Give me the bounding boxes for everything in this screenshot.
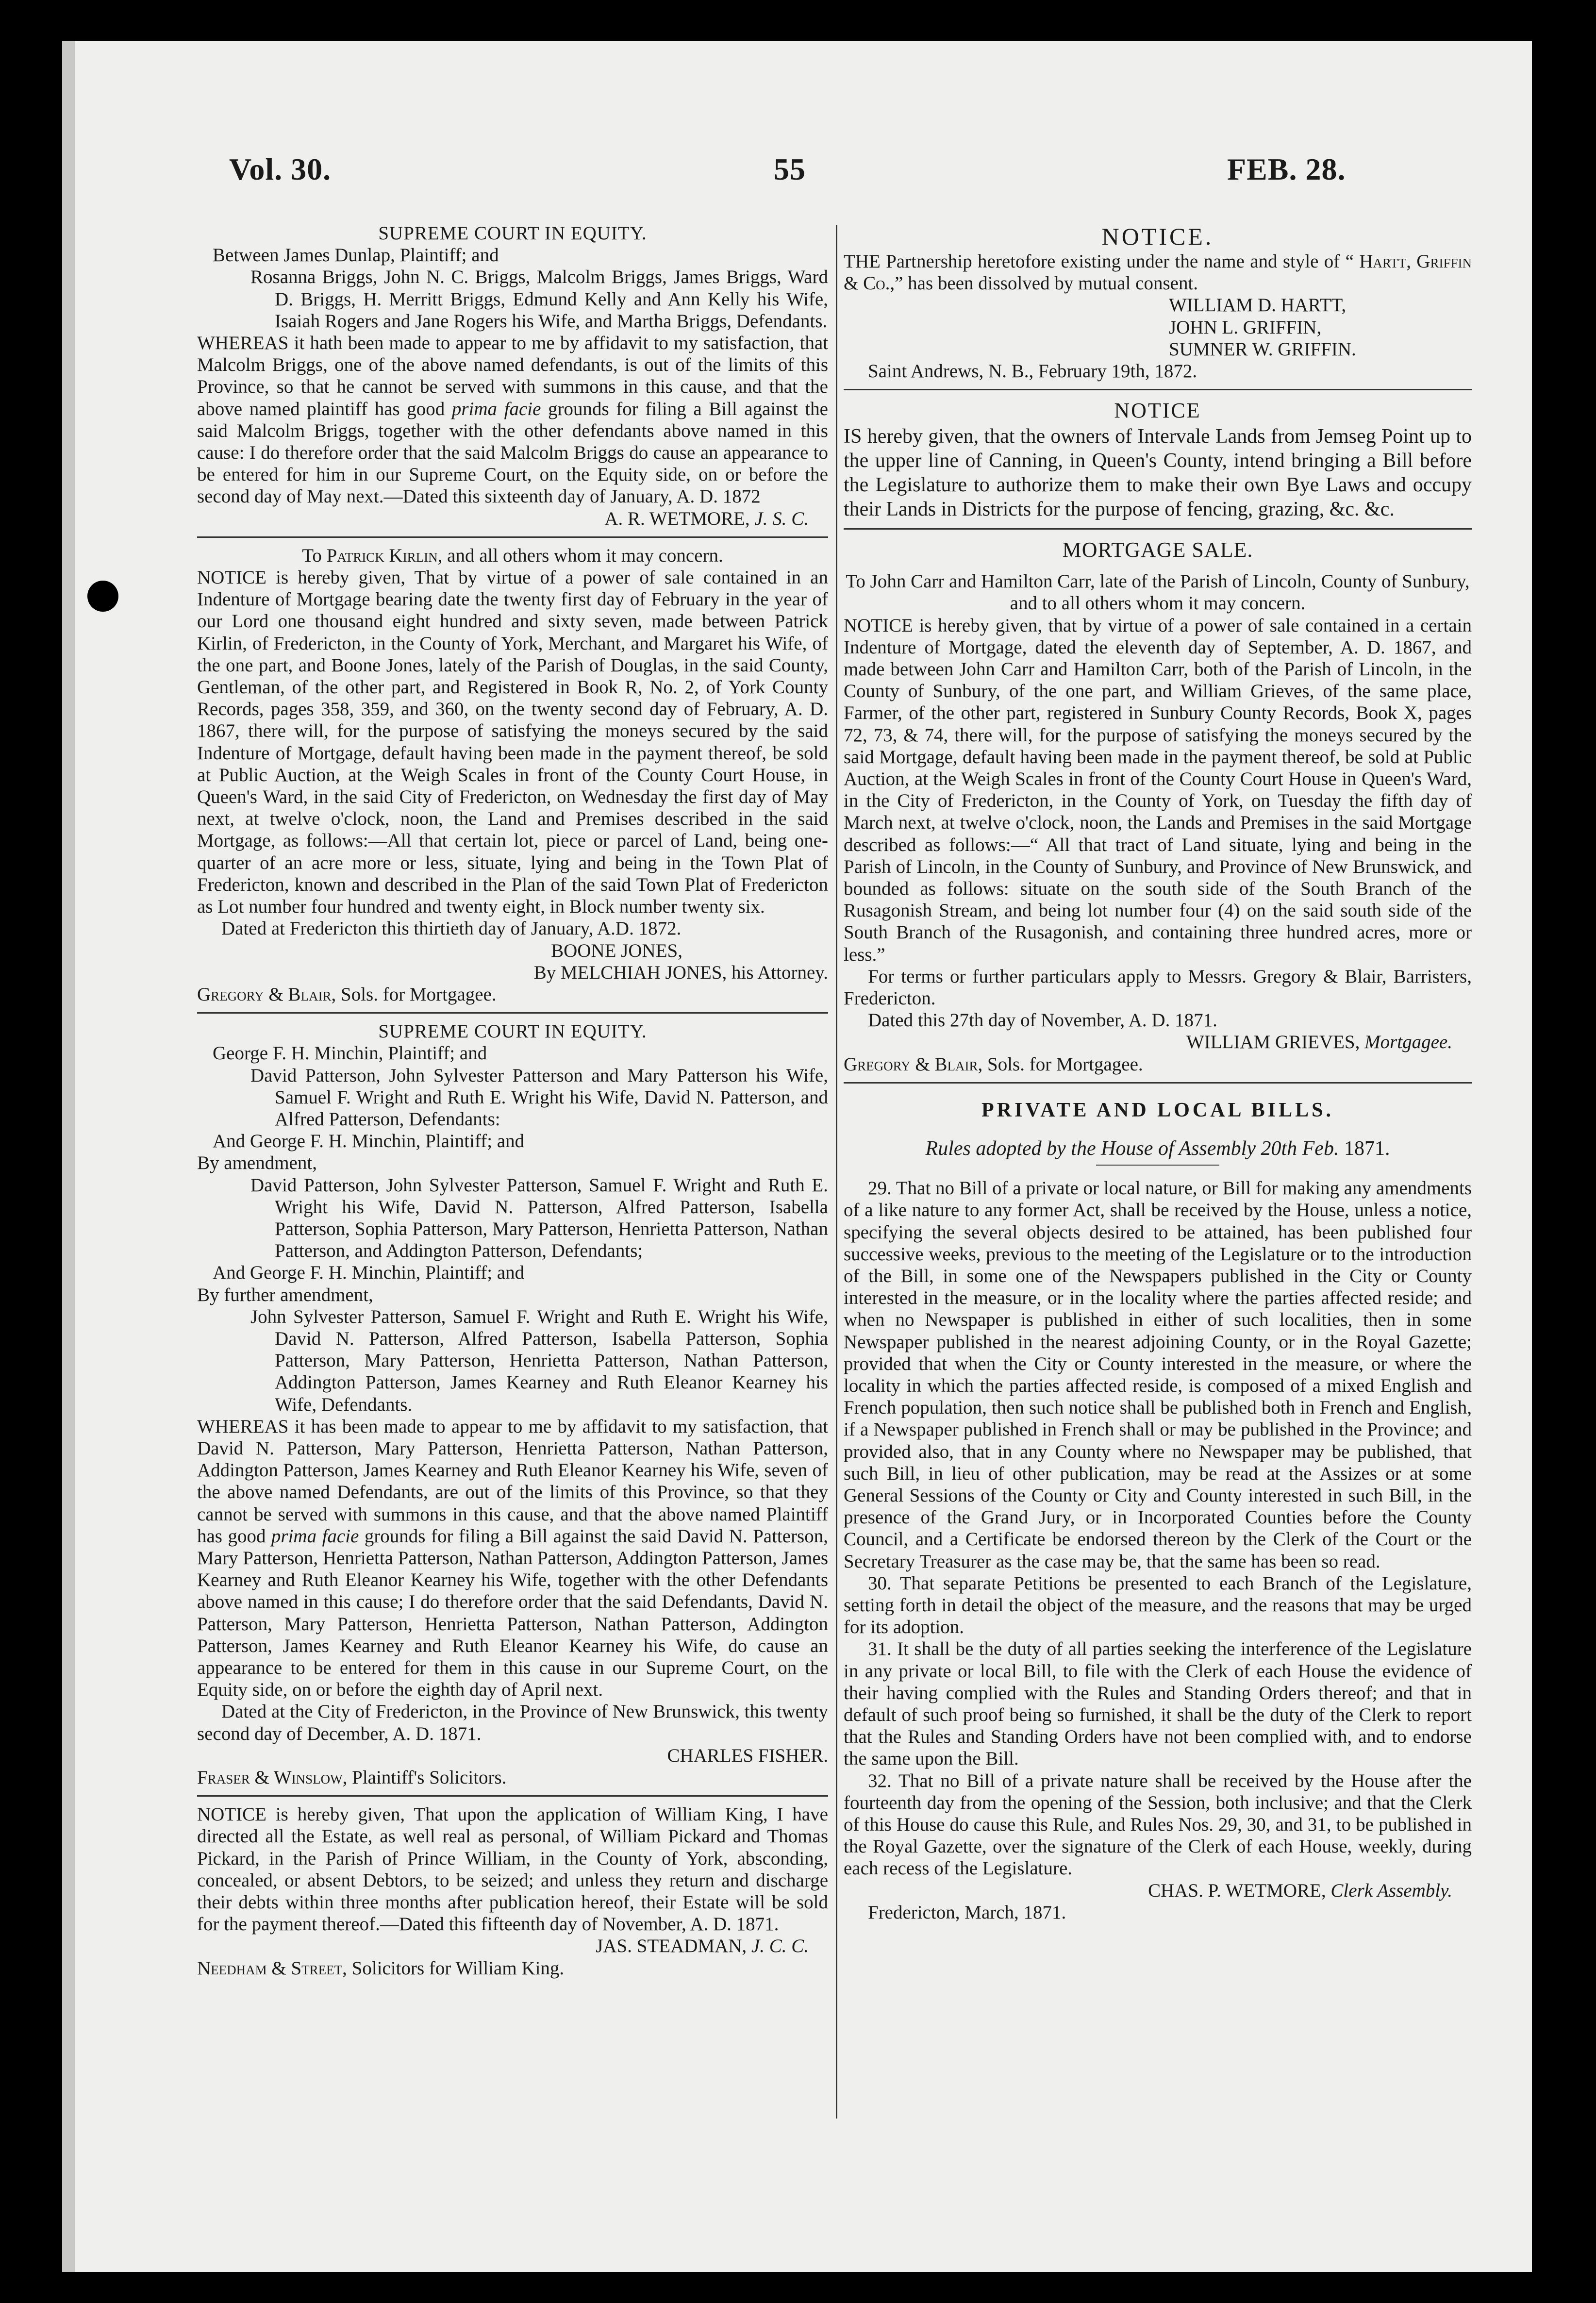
absconding-solicitors: Needham & Street, Solicitors for William King. [197,1957,565,1979]
bills-rule-29: 29. That no Bill of a private or local nature, or Bill for making any amendments of a like nature to any former Act, shall be received by the House, unless a notice, specifying the several objects desired to be attained, has been published four successive weeks, previous to the meeting of the Legislature or to the introduction of the Bill, in some one of the Newspapers published in the City or County interested in the measure, or in the locality where the parties affected reside; and when no Newspaper is published in either of such localities, then in some Newspaper published in the nearest adjoining County, or in the Royal Gazette; provided that when the City or County interested in the measure, or where the locality in which the parties affected reside, is composed of a mixed English and French population, then such notice shall be published both in French and English, if a Newspaper published in French shall or may be published in the Province; and provided also, that in any County where no Newspaper may be published, that such Bill, in lieu of other publication, may be read at the Assizes or at some General Sessions of the County or City and County interested in such Bill, in the presence of the Grand Jury, or in Incorporated Counties before the County Council, and a Certificate be endorsed thereon by the Clerk of the Court or the Secretary Treasurer as the case may be, that the same has been so read. [844,1178,1472,1572]
column-divider [836,225,837,2119]
private-local-bills [844,1096,1472,1923]
equity-amendment: By amendment, [197,1152,317,1174]
page-number: 55 [774,152,806,186]
equity-defendants: Rosanna Briggs, John N. C. Briggs, Malcolm Briggs, James Briggs, Ward D. Briggs, H. Merritt Briggs, Edmund Kelly and Ann Kelly his Wife, Isaiah Rogers and Jane Rogers his Wife, and Martha Briggs, Defendants. [250,267,828,332]
equity-heading: SUPREME COURT IN EQUITY. [378,223,647,244]
mortgage-dated: Dated this 27th day of November, A. D. 1871. [868,1010,1217,1031]
absconding-body: NOTICE is hereby given, That upon the application of William King, I have directed all the Estate, as well real as personal, of William Pickard and Thomas Pickard, in the Parish of Prince William, in the County of York, absconding, concealed, or absent Debtors, to be seized; and unless they return and discharge their debts within three months after publication hereof, their Estate will be sold for the payment thereof.—Dated this fifteenth day of November, A. D. 1871. [197,1804,828,1935]
mortgage-body: NOTICE is hereby given, that by virtue of a power of sale contained in a certain Indenture of Mortgage, dated the eleventh day of September, A. D. 1867, and made between John Carr and Hamilton Carr, both of the Parish of Lincoln, in the County of Sunbury, of the one part, and William Grieves, of the same place, Farmer, of the other part, registered in Sunbury County Records, Book X, pages 72, 73, & 74, there will, for the purpose of satisfying the moneys secured by the said Mortgage, default having been made in the payment thereof, be sold at Public Auction, at the Weigh Scales in front of the County Court House in Queen's Ward, in the City of Fredericton, in the County of York, on Tuesday the fifth day of March next, at twelve o'clock, noon, the Lands and Premises in the said Mortgage described as follows:—“ All that tract of Land situate, lying and being in the Parish of Lincoln, in the County of Sunbury, and Province of New Brunswick, and bounded as follows: situate on the south side of the South Branch of the Rusagonish Stream, and being lot number four (4) on the said south side of the South Branch of the Rusagonish, and containing three hundred acres, more or less.” [844,615,1472,965]
section-rule [844,1082,1472,1084]
mortgage-sale-carr [844,536,1472,1075]
section-rule [844,389,1472,390]
subheading-rule [1096,1165,1219,1166]
bills-subheading: Rules adopted by the House of Assembly 20th Feb. 1871. [925,1137,1390,1160]
mortgage-signature: WILLIAM GRIEVES, Mortgagee. [1186,1032,1452,1053]
equity-plaintiff: George F. H. Minchin, Plaintiff; and [213,1043,487,1064]
equity-notice-minchin [197,1020,828,1788]
notice-heading: NOTICE [1114,399,1201,423]
left-column [197,222,828,1979]
bills-signature: CHAS. P. WETMORE, Clerk Assembly. [1148,1880,1452,1901]
section-rule [844,528,1472,530]
intervale-body: IS hereby given, that the owners of Intervale Lands from Jemseg Point up to the upper line of Canning, in Queen's County, intend bringing a Bill before the Legislature to authorize them to make their own Bye Laws and occupy their Lands in Districts for the purpose of fencing, grazing, &c. &c. [844,425,1472,521]
newspaper-page [62,41,1532,2272]
issue-date: FEB. 28. [1227,152,1346,186]
binding-hole [87,581,118,612]
equity-plaintiff: And George F. H. Minchin, Plaintiff; and [213,1262,525,1284]
mortgage-address: To John Carr and Hamilton Carr, late of the Parish of Lincoln, County of Sunbury, and to all others whom it may concern. [846,571,1470,614]
mortgage-dated: Dated at Fredericton this thirtieth day of January, A.D. 1872. [221,918,682,939]
equity-amendment: By further amendment, [197,1284,373,1305]
equity-solicitors: Fraser & Winslow, Plaintiff's Solicitors. [197,1767,507,1788]
partnership-body: THE Partnership heretofore existing under the name and style of “ Hartt, Griffin & Co.,” has been dissolved by mutual consent. [844,251,1472,294]
equity-signature: A. R. WETMORE, J. S. C. [604,508,809,529]
mortgage-notice-kirlin [197,545,828,1005]
equity-signer: CHARLES FISHER. [667,1745,828,1766]
equity-plaintiff: And George F. H. Minchin, Plaintiff; and [213,1131,525,1152]
mortgage-terms: For terms or further particulars apply to Messrs. Gregory & Blair, Barristers, Fredericton. [844,966,1472,1009]
equity-body: WHEREAS it hath been made to appear to me by affidavit to my satisfaction, that Malcolm Briggs, one of the above named defendants, is out of the limits of this Province, so that he cannot be served with summons in this cause, and that the above named plaintiff has good prima facie grounds for filing a Bill against the said Malcolm Briggs, together with the other defendants above named in this cause: I do therefore order that the said Malcolm Briggs do cause an appearance to be entered for him in our Supreme Court, on the Equity side, on or before the second day of May next.—Dated this sixteenth day of January, A. D. 1872 [197,333,828,507]
bills-place-date: Fredericton, March, 1871. [868,1902,1066,1923]
right-column [844,222,1472,1923]
equity-notice-dunlap [197,222,828,530]
mortgage-address: To Patrick Kirlin, and all others whom it may concern. [302,545,723,566]
mortgage-sale-heading: MORTGAGE SALE. [1062,538,1253,562]
mortgage-solicitors: Gregory & Blair, Sols. for Mortgagee. [844,1053,1143,1075]
equity-defendants: David Patterson, John Sylvester Patterson and Mary Patterson his Wife, Samuel F. Wright and Ruth E. Wright his Wife, David N. Patterson, and Alfred Patterson, Defendants: [250,1065,828,1130]
partnership-place-date: Saint Andrews, N. B., February 19th, 1872. [868,361,1197,382]
notice-heading: NOTICE. [1101,223,1214,250]
equity-dated: Dated at the City of Fredericton, in the Province of New Brunswick, this twenty second day of December, A. D. 1871. [197,1701,828,1744]
bills-rule-30: 30. That separate Petitions be presented to each Branch of the Legislature, setting forth in detail the object of the measure, and the reasons that may be urged for its adoption. [844,1572,1472,1638]
absconding-debtors-notice [197,1803,828,1979]
section-rule [197,1795,828,1797]
bills-rule-31: 31. It shall be the duty of all parties seeking the interference of the Legislature in any private or local Bill, to file with the Clerk of each House the evidence of their having complied with the Rules and Standing Orders thereof; and that in default of such proof being so furnished, it shall be the duty of the Clerk to report that the Rules and Standing Orders have not been complied with, and to endorse the same upon the Bill. [844,1638,1472,1769]
section-rule [197,536,828,538]
equity-heading: SUPREME COURT IN EQUITY. [378,1021,647,1042]
equity-defendants: John Sylvester Patterson, Samuel F. Wright and Ruth E. Wright his Wife, David N. Patterson, Alfred Patterson, Isabella Patterson, Sophia Patterson, Mary Patterson, Henrietta Patterson, Nathan Patterson, Addington Patterson, James Kearney and Ruth Eleanor Kearney his Wife, Defendants. [250,1306,828,1415]
mortgage-signer: BOONE JONES, [551,940,682,961]
bills-heading: PRIVATE AND LOCAL BILLS. [981,1099,1334,1121]
intervale-lands-notice [844,397,1472,521]
equity-plaintiff: Between James Dunlap, Plaintiff; and [213,245,499,266]
page-edge-shadow [62,41,75,2272]
partnership-signer: WILLIAM D. HARTT, [1169,295,1347,316]
section-rule [197,1012,828,1014]
mortgage-body: NOTICE is hereby given, That by virtue of a power of sale contained in an Indenture of Mortgage bearing date the twenty first day of February in the year of our Lord one thousand eight hundred and sixty seven, made between Patrick Kirlin, of Fredericton, in the County of York, Merchant, and Margaret his Wife, of the one part, and Boone Jones, lately of the Parish of Douglas, in the said County, Gentleman, of the other part, and Registered in Book R, No. 2, of York County Records, pages 358, 359, and 360, on the twenty second day of February, A. D. 1867, there will, for the purpose of satisfying the moneys secured by the said Indenture of Mortgage, default having been made in the payment thereof, be sold at Public Auction, at the Weigh Scales in front of the County Court House, in Queen's Ward, in the said City of Fredericton, on Wednesday the first day of May next, at twelve o'clock, noon, the Land and Premises described in the said Mortgage, as follows:—All that certain lot, piece or parcel of Land, being one-quarter of an acre more or less, situate, lying and being in the Town Plat of Fredericton, known and described in the Plan of the said Town Plat of Fredericton as Lot number four hundred and twenty eight, in Block number twenty six. [197,567,828,918]
equity-body: WHEREAS it has been made to appear to me by affidavit to my satisfaction, that David N. Patterson, Mary Patterson, Henrietta Patterson, Nathan Patterson, Addington Patterson, James Kearney and Ruth Eleanor Kearney his Wife, seven of the above named Defendants, are out of the limits of this Province, so that they cannot be served with summons in this cause, and that the above named Plaintiff has good prima facie grounds for filing a Bill against the said David N. Patterson, Mary Patterson, Henrietta Patterson, Nathan Patterson, Addington Patterson, James Kearney and Ruth Eleanor Kearney his Wife, together with the other Defendants above named in this cause; I do therefore order that the said Defendants, David N. Patterson, Mary Patterson, Henrietta Patterson, Nathan Patterson, Addington Patterson, James Kearney and Ruth Eleanor Kearney his Wife, do cause an appearance to be entered for them in this cause in our Supreme Court, on the Equity side, on or before the eighth day of April next. [197,1416,828,1701]
equity-defendants: David Patterson, John Sylvester Patterson, Samuel F. Wright and Ruth E. Wright his Wife, David N. Patterson, Alfred Patterson, Isabella Patterson, Sophia Patterson, Mary Patterson, Henrietta Patterson, Nathan Patterson, and Addington Patterson, Defendants; [250,1174,828,1262]
bills-rule-32: 32. That no Bill of a private nature shall be received by the House after the fourteenth day from the opening of the Session, both inclusive; and that the Clerk of this House do cause this Rule, and Rules Nos. 29, 30, and 31, to be published in the Royal Gazette, over the signature of the Clerk of each House, weekly, during each recess of the Legislature. [844,1770,1472,1879]
partnership-signer: SUMNER W. GRIFFIN. [1169,338,1356,360]
mortgage-solicitors: Gregory & Blair, Sols. for Mortgagee. [197,984,497,1005]
volume-number: Vol. 30. [229,152,332,186]
partnership-dissolution-notice [844,222,1472,382]
mortgage-attorney: By MELCHIAH JONES, his Attorney. [533,962,828,983]
absconding-signature: JAS. STEADMAN, J. C. C. [596,1936,809,1957]
partnership-signer: JOHN L. GRIFFIN, [1169,317,1322,338]
